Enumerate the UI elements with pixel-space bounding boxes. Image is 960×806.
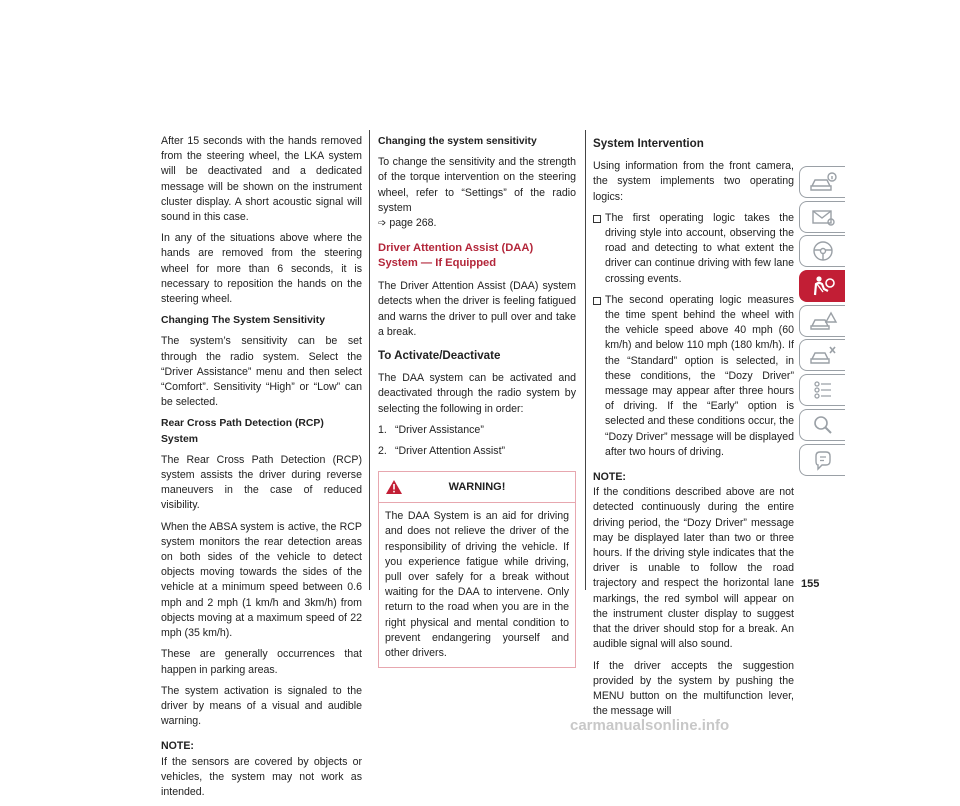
- steering-wheel-icon: [808, 239, 838, 263]
- column-middle: [378, 134, 576, 668]
- warning-text: The DAA System is an aid for driving and does not relieve the driver of the responsibility of driving the vehicle. If you experience fatigue while driving, pull over safely for a break without waiting for the DAA to intervene. Only return to the road when you are in the right physical and mental condition to prevent endangering yourself and other drivers.: [379, 502, 575, 667]
- warning-box: [378, 471, 576, 668]
- paragraph: After 15 seconds with the hands removed from the steering wheel, the LKA system will be deactivated and a dedicated message will be shown on the instrument cluster display. A short acoustic signal will sound in this case.: [161, 135, 362, 224]
- paragraph: In any of the situations above where the hands are removed from the steering wheel for more than 6 seconds, it is necessary to reposition the hands on the steering wheel.: [161, 232, 362, 306]
- search-icon: [808, 413, 838, 437]
- tab-warnings[interactable]: [799, 305, 845, 337]
- tab-driving[interactable]: [799, 235, 845, 267]
- tab-safety[interactable]: [799, 270, 845, 302]
- list-text: “Driver Assistance”: [394, 423, 484, 436]
- tab-keys[interactable]: [799, 201, 845, 233]
- paragraph: [378, 155, 576, 231]
- note-label: NOTE:: [161, 740, 194, 753]
- tab-specifications[interactable]: [799, 374, 845, 406]
- paragraph: These are generally occurrences that happen in parking areas.: [161, 648, 362, 676]
- section-heading: System Intervention: [593, 137, 704, 150]
- subheading: Changing the system sensitivity: [378, 136, 537, 147]
- paragraph: When the ABSA system is active, the RCP system monitors the rear detection areas on both sides of the vehicle to detect objects moving towards the sides of the vehicle at a minimum speed between 0.6 mph and 2 mph (1 km/h and 3km/h) from objects moving at a maximum speed of 22 mph (35 km/h).: [161, 520, 362, 640]
- list-item: [593, 293, 794, 460]
- tab-index[interactable]: [799, 409, 845, 441]
- list-number: 2.: [378, 445, 387, 458]
- list-text: “Driver Attention Assist”: [394, 445, 506, 458]
- paragraph-text: To change the sensitivity and the strength of the torque intervention on the steering wheel, refer to “Settings” of the radio system: [378, 156, 576, 214]
- warning-title: WARNING!: [448, 480, 506, 493]
- page-number: 155: [801, 578, 820, 590]
- note-text: If the sensors are covered by objects or vehicles, the system may not work as intended.: [161, 755, 362, 798]
- column-left: [161, 134, 362, 806]
- paragraph: The DAA system can be activated and deactivated through the radio system by selecting the following in order:: [378, 372, 576, 415]
- warning-header: [379, 472, 575, 502]
- paragraph: The system’s sensitivity can be set through the radio system. Select the “Driver Assistance” menu and then select “Comfort”. Sensitivity “High” or “Low” can be selected.: [161, 335, 362, 409]
- list-item: [378, 444, 576, 459]
- bullet-box-icon: [593, 211, 605, 287]
- tab-car-info[interactable]: [799, 166, 845, 198]
- column-right: [593, 134, 794, 725]
- section-heading: Driver Attention Assist (DAA) System — If Equipped: [378, 242, 534, 270]
- seatbelt-airbag-icon: [808, 274, 838, 298]
- list-text: The second operating logic measures the time spent behind the wheel with the vehicle speed above 40 mph (60 km/h) and below 110 mph (180 km/h). If the “Standard” option is selected, in these conditions, the “Dozy Driver” message may appear after three hours of driving. If the “Early” option is selected and these conditions occur, the “Dozy Driver” message will be displayed after two hours of driving.: [605, 293, 794, 458]
- paragraph: The system activation is signaled to the driver by means of a visual and audible warning.: [161, 684, 362, 728]
- list-text: The first operating logic takes the driving style into account, observing the road and detecting to what extent the driver can continue driving with few lane crossing events.: [605, 211, 794, 285]
- key-envelope-icon: [808, 205, 838, 229]
- bullet-box-icon: [593, 293, 605, 460]
- section-heading: To Activate/Deactivate: [378, 349, 501, 363]
- watermark: carmanualsonline.info: [570, 717, 730, 734]
- note-text: If the conditions described above are not detected continuously during the entire driving period, the “Dozy Driver” message may be displayed later than two or three hours. If the driving style indicates that the driver is unable to follow the road trajectory and respect the horizontal lane markings, the red symbol will appear on the instrument cluster display to suggest that the driver should stop for a break. An audible signal will also sound.: [593, 486, 794, 651]
- car-info-icon: [808, 170, 838, 194]
- tab-service[interactable]: [799, 339, 845, 371]
- list-item: [378, 423, 576, 438]
- column-divider: [369, 130, 370, 590]
- paragraph: If the driver accepts the suggestion provided by the system by pushing the MENU button on the multifunction lever, the message will: [593, 659, 794, 718]
- page-reference-link[interactable]: page 268.: [389, 217, 437, 230]
- tab-multimedia[interactable]: [799, 444, 845, 476]
- column-divider: [585, 130, 586, 590]
- page-reference-arrow-icon: ➩: [378, 218, 387, 230]
- chapter-tabs: [799, 166, 845, 478]
- warning-car-icon: [808, 309, 838, 333]
- paragraph: The Rear Cross Path Detection (RCP) system assists the driver during reverse maneuvers in the case of reduced visibility.: [161, 453, 362, 512]
- subheading: Rear Cross Path Detection (RCP) System: [161, 418, 324, 445]
- paragraph: Using information from the front camera, the system implements two operating logics:: [593, 160, 794, 203]
- car-service-icon: [808, 343, 838, 367]
- list-item: [593, 211, 794, 287]
- subheading: Changing The System Sensitivity: [161, 315, 325, 327]
- list-number: 1.: [378, 423, 387, 436]
- multimedia-icon: [808, 448, 838, 472]
- specifications-list-icon: [808, 378, 838, 402]
- paragraph: The Driver Attention Assist (DAA) system detects when the driver is feeling fatigued and warns the driver to pull over and take a break.: [378, 280, 576, 338]
- note-label: NOTE:: [593, 471, 626, 484]
